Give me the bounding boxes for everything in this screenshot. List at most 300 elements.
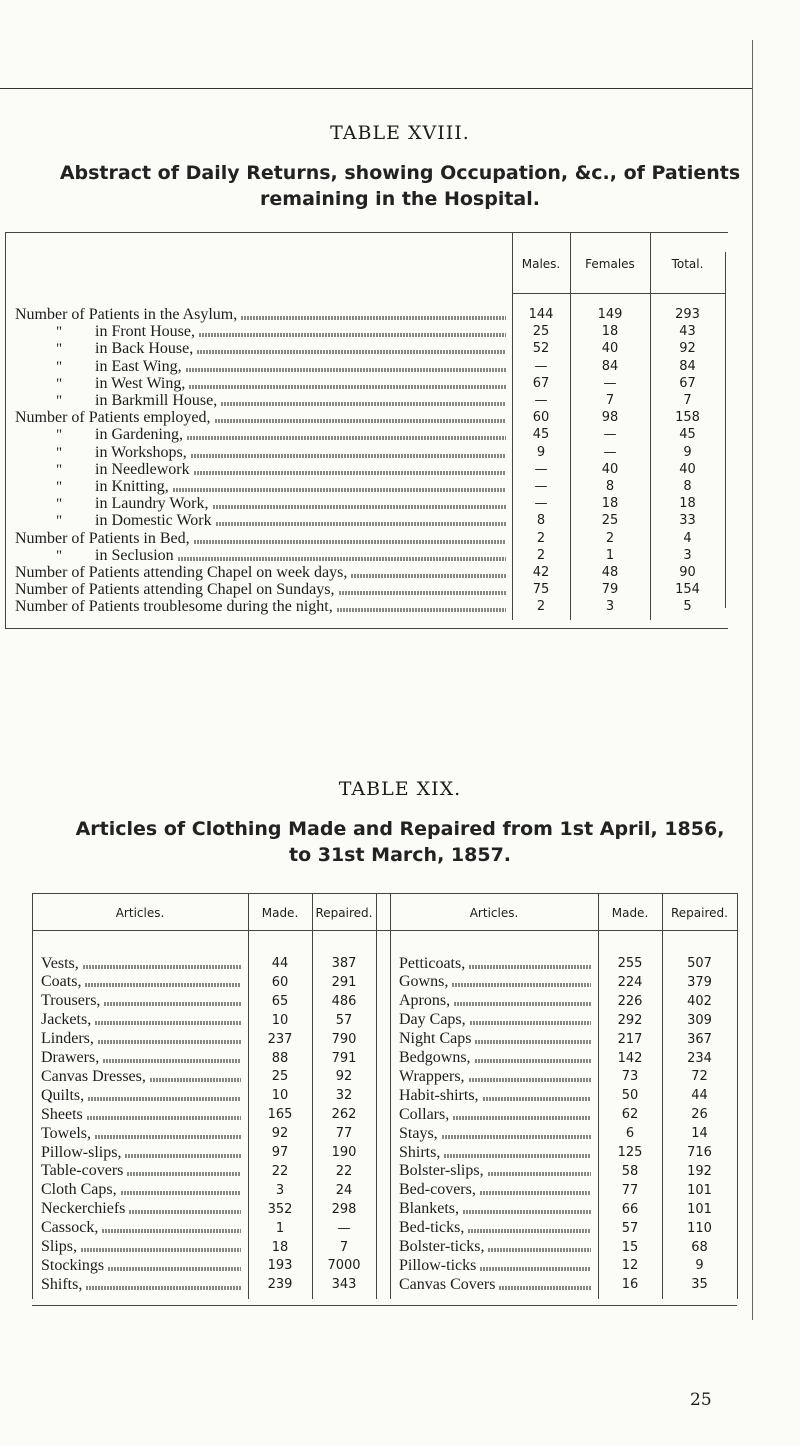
t19-right-made: 73 xyxy=(621,1069,639,1085)
t18-cell-total: 9 xyxy=(683,444,692,460)
t19-right-article-text: Wrappers, xyxy=(399,1067,465,1085)
t18-ditto-mark: " xyxy=(55,358,63,375)
t19-left-article xyxy=(41,1086,245,1105)
t19-left-made: 237 xyxy=(267,1031,293,1047)
t19-right-made: 226 xyxy=(617,993,643,1009)
t19-col-header: Made. xyxy=(261,906,299,920)
t19-col-divider xyxy=(390,893,391,1299)
t19-left-repaired: 343 xyxy=(331,1277,357,1293)
t19-left-repaired: 298 xyxy=(331,1201,357,1217)
t18-row-label-leader-dots xyxy=(339,591,506,595)
t18-bottom-rule xyxy=(5,628,728,629)
t19-left-made: 44 xyxy=(271,956,289,971)
t19-left-article-leader-dots xyxy=(86,1286,241,1290)
t18-row-label-leader-dots xyxy=(241,316,506,320)
t18-row-label xyxy=(15,392,510,410)
t19-left-article-text: Linders, xyxy=(41,1030,94,1048)
t19-right-article-text: Canvas Covers xyxy=(399,1275,496,1293)
t18-row-label-text: Number of Patients troublesome during the night, xyxy=(15,598,333,616)
t19-right-article-text: Blankets, xyxy=(399,1200,459,1218)
t18-row-label-leader-dots xyxy=(216,522,506,526)
t18-col-header: Females xyxy=(585,257,635,271)
t18-row-label-text: Number of Patients employed, xyxy=(15,409,211,427)
t19-right-article-text: Shirts, xyxy=(399,1143,441,1161)
t19-col-header: Articles. xyxy=(469,906,519,920)
t19-right-article-leader-dots xyxy=(488,1172,591,1176)
t19-right-article-text: Bed-ticks, xyxy=(399,1219,465,1237)
t19-right-made: 15 xyxy=(621,1239,639,1255)
t18-row-label-leader-dots xyxy=(197,350,506,354)
t19-right-article xyxy=(399,1067,595,1086)
t18-row-label-text: in West Wing, xyxy=(95,374,186,392)
t19-left-made: 10 xyxy=(271,1012,289,1028)
t18-row-label-text: in Gardening, xyxy=(95,426,183,444)
t19-right-article-text: Bolster-ticks, xyxy=(399,1238,485,1255)
table-19-subtitle-line2: to 31st March, 1857. xyxy=(288,844,512,866)
t19-right-made: 142 xyxy=(617,1050,643,1066)
t19-right-article-text: Aprons, xyxy=(399,992,451,1010)
t19-right-article xyxy=(399,1030,595,1049)
t18-cell-females: 84 xyxy=(601,358,619,374)
t18-cell-males: — xyxy=(534,461,548,477)
t19-left-repaired: 92 xyxy=(335,1069,353,1085)
table-19-subtitle-line1: Articles of Clothing Made and Repaired from 1st April, 1856, xyxy=(75,818,725,840)
t19-right-article-text: Gowns, xyxy=(399,973,449,991)
table-19-heading: TABLE XIX. xyxy=(338,778,462,800)
t19-right-made: 57 xyxy=(621,1220,639,1236)
t19-left-repaired: 77 xyxy=(335,1126,353,1142)
t19-right-article-leader-dots xyxy=(469,965,591,969)
t19-left-made: 1 xyxy=(275,1220,285,1236)
t18-row-label-text: in Back House, xyxy=(95,340,194,358)
t18-cell-females: 18 xyxy=(601,324,619,340)
t18-cell-males: 25 xyxy=(532,324,550,340)
t18-row-label-text: in Barkmill House, xyxy=(95,392,218,409)
t18-right-border xyxy=(725,252,726,608)
t19-left-repaired: 190 xyxy=(331,1145,357,1160)
t19-left-article xyxy=(41,1011,245,1030)
t18-top-rule xyxy=(5,232,728,233)
t18-row-label xyxy=(15,495,510,513)
t18-ditto-mark: " xyxy=(55,324,63,341)
t18-col-header: Males. xyxy=(521,257,561,271)
t19-left-repaired: 22 xyxy=(335,1163,353,1179)
t19-right-article xyxy=(399,1049,595,1068)
t18-row-label-leader-dots xyxy=(191,454,506,458)
t18-row-label xyxy=(15,530,510,548)
t19-left-repaired: 291 xyxy=(331,974,357,990)
t19-left-article-leader-dots xyxy=(95,1021,241,1025)
t18-row-label xyxy=(15,375,510,393)
t19-right-repaired: 72 xyxy=(691,1069,708,1085)
t19-right-repaired: 192 xyxy=(687,1163,712,1179)
t19-left-repaired: 262 xyxy=(331,1107,357,1123)
t19-left-repaired: — xyxy=(337,1220,351,1236)
t19-right-article xyxy=(399,992,595,1011)
t19-right-repaired: 101 xyxy=(687,1182,712,1198)
t18-row-label-text: Number of Patients in Bed, xyxy=(15,529,190,547)
t18-left-border xyxy=(5,232,6,628)
t18-cell-males: — xyxy=(534,358,548,374)
t19-right-made: 217 xyxy=(617,1031,643,1047)
t18-cell-total: 4 xyxy=(683,530,692,546)
t19-left-article-text: Cloth Caps, xyxy=(41,1181,117,1199)
t19-left-article-leader-dots xyxy=(125,1154,241,1158)
t19-right-article xyxy=(399,1200,595,1219)
t18-cell-males: 52 xyxy=(532,341,550,357)
t18-ditto-mark: " xyxy=(55,444,63,461)
t18-row-label xyxy=(15,426,510,444)
t19-right-repaired: 309 xyxy=(687,1012,712,1028)
t19-left-made: 193 xyxy=(267,1258,293,1274)
t19-right-article-leader-dots xyxy=(470,1021,591,1025)
t19-right-article xyxy=(399,954,595,973)
t18-row-label-text: in Knitting, xyxy=(95,478,169,495)
t19-header-rule xyxy=(32,930,737,931)
t18-cell-females: 48 xyxy=(601,565,619,580)
t19-right-made: 62 xyxy=(621,1107,639,1123)
t19-left-article-text: Stockings xyxy=(41,1256,105,1274)
t19-right-article-leader-dots xyxy=(453,1116,591,1120)
t19-left-article xyxy=(41,1238,245,1257)
t19-right-article xyxy=(399,973,595,992)
t19-right-article-leader-dots xyxy=(475,1040,591,1044)
t19-right-repaired: 716 xyxy=(687,1145,712,1160)
t18-row-label xyxy=(15,598,510,616)
t19-left-article-text: Coats, xyxy=(41,973,82,991)
t19-right-repaired: 35 xyxy=(691,1277,708,1293)
t18-row-label-leader-dots xyxy=(178,557,506,561)
t19-right-article-leader-dots xyxy=(442,1135,591,1139)
t18-cell-total: 40 xyxy=(679,461,696,477)
t19-right-repaired: 367 xyxy=(687,1031,712,1047)
t19-right-repaired: 44 xyxy=(691,1088,708,1104)
t19-right-article-leader-dots xyxy=(499,1286,591,1290)
t19-right-article-text: Bedgowns, xyxy=(399,1049,471,1066)
t19-right-article-text: Night Caps xyxy=(399,1030,472,1048)
t19-bottom-rule xyxy=(32,1305,737,1306)
t18-cell-total: 154 xyxy=(675,582,700,598)
t18-row-label xyxy=(15,564,510,582)
t19-left-article xyxy=(41,973,245,992)
t18-row-label-text: in Seclusion xyxy=(95,546,174,564)
t19-left-repaired: 7000 xyxy=(327,1258,361,1274)
t18-row-label-text: Number of Patients attending Chapel on Sundays, xyxy=(15,581,335,599)
t19-right-article xyxy=(399,1238,595,1257)
t19-left-made: 65 xyxy=(271,993,289,1009)
t19-right-article xyxy=(399,1086,595,1105)
t18-ditto-mark: " xyxy=(55,427,63,444)
t19-left-repaired: 486 xyxy=(331,993,357,1009)
t18-cell-males: 75 xyxy=(532,582,550,598)
t19-left-article-leader-dots xyxy=(121,1191,241,1195)
t18-ditto-mark: " xyxy=(55,461,63,478)
t18-cell-total: 5 xyxy=(683,599,692,615)
t18-cell-males: — xyxy=(534,479,548,494)
t19-left-article xyxy=(41,1124,245,1143)
t18-cell-total: 67 xyxy=(679,375,696,391)
t18-cell-females: 3 xyxy=(605,599,615,615)
t18-row-label-text: in East Wing, xyxy=(95,357,182,375)
t19-left-article-text: Jackets, xyxy=(41,1011,92,1029)
t19-left-article xyxy=(41,1219,245,1238)
t18-cell-males: 60 xyxy=(532,410,550,426)
t19-right-made: 224 xyxy=(617,974,643,990)
t18-row-label xyxy=(15,306,510,324)
t19-left-article-text: Trousers, xyxy=(41,992,101,1010)
t19-left-article-leader-dots xyxy=(108,1267,241,1271)
t19-right-made: 58 xyxy=(621,1163,639,1179)
t18-ditto-mark: " xyxy=(55,393,63,409)
t18-row-label xyxy=(15,547,510,565)
t18-cell-total: 90 xyxy=(679,565,696,580)
t19-right-article xyxy=(399,1162,595,1181)
t18-cell-males: 42 xyxy=(532,565,550,580)
t19-left-article xyxy=(41,1256,245,1275)
t19-right-article-leader-dots xyxy=(463,1210,591,1214)
t18-cell-females: — xyxy=(603,444,617,460)
t19-right-article-leader-dots xyxy=(454,1002,591,1006)
t19-col-divider xyxy=(737,893,738,1299)
t19-right-repaired: 26 xyxy=(691,1107,708,1123)
t19-left-repaired: 7 xyxy=(339,1239,349,1255)
t18-cell-females: 2 xyxy=(605,530,615,546)
t18-ditto-mark: " xyxy=(55,547,63,564)
t19-left-made: 239 xyxy=(267,1277,293,1293)
t19-left-article-text: Slips, xyxy=(41,1238,78,1255)
t18-row-label-leader-dots xyxy=(215,419,506,423)
t19-left-article xyxy=(41,1143,245,1162)
t19-left-article-text: Sheets xyxy=(41,1105,83,1123)
t19-right-repaired: 507 xyxy=(687,956,712,971)
t19-left-article-text: Shifts, xyxy=(41,1275,83,1293)
t18-cell-total: 3 xyxy=(683,547,692,563)
t19-left-article-text: Cassock, xyxy=(41,1219,99,1237)
t18-cell-males: 67 xyxy=(532,375,550,391)
t18-row-label-leader-dots xyxy=(189,385,506,389)
t19-left-repaired: 32 xyxy=(335,1088,353,1104)
t19-top-rule xyxy=(32,893,737,894)
t18-cell-females: 25 xyxy=(601,513,619,529)
t19-right-article-leader-dots xyxy=(452,983,591,987)
t19-left-article xyxy=(41,1067,245,1086)
t19-right-article-leader-dots xyxy=(444,1154,591,1158)
t19-left-article xyxy=(41,1105,245,1124)
t18-cell-total: 43 xyxy=(679,324,696,340)
t19-right-article xyxy=(399,1124,595,1143)
t19-right-made: 66 xyxy=(621,1201,639,1217)
t19-left-article xyxy=(41,1030,245,1049)
t18-cell-males: 9 xyxy=(536,444,546,460)
t19-left-article-text: Table-covers xyxy=(41,1162,124,1180)
page-top-rule xyxy=(0,88,752,89)
t18-row-label-leader-dots xyxy=(213,505,506,509)
t18-cell-total: 158 xyxy=(675,410,700,426)
t19-left-article-leader-dots xyxy=(98,1040,241,1044)
t19-right-repaired: 68 xyxy=(691,1239,708,1255)
table-18-subtitle-line1: Abstract of Daily Returns, showing Occupation, &c., of Patients xyxy=(59,162,741,184)
t19-left-article-leader-dots xyxy=(102,1229,241,1233)
t18-row-label-text: in Domestic Work xyxy=(95,512,212,530)
t18-cell-males: 2 xyxy=(536,547,546,563)
t19-right-article-leader-dots xyxy=(480,1267,591,1271)
t19-right-article-leader-dots xyxy=(475,1059,591,1063)
t18-row-label-text: in Needlework xyxy=(95,460,190,478)
t19-left-article-text: Quilts, xyxy=(41,1086,85,1104)
t18-cell-females: — xyxy=(603,375,617,391)
t18-cell-total: 33 xyxy=(679,513,696,529)
t19-right-made: 77 xyxy=(621,1182,639,1198)
t19-left-article xyxy=(41,1181,245,1200)
t18-row-label xyxy=(15,340,510,358)
t18-cell-males: — xyxy=(534,496,548,512)
t19-right-article-text: Stays, xyxy=(399,1124,438,1142)
t18-cell-females: 79 xyxy=(601,582,619,598)
t19-right-repaired: 9 xyxy=(695,1258,704,1274)
t18-cell-males: 2 xyxy=(536,599,546,615)
t19-left-repaired: 57 xyxy=(335,1012,353,1028)
t18-cell-total: 7 xyxy=(683,393,692,408)
t18-row-label xyxy=(15,461,510,479)
t19-right-made: 6 xyxy=(625,1126,635,1142)
t19-right-made: 50 xyxy=(621,1088,639,1104)
t18-row-label-leader-dots xyxy=(194,471,506,475)
t18-col-header: Total. xyxy=(671,257,704,271)
t19-left-article-leader-dots xyxy=(81,1248,241,1252)
t19-right-article-text: Pillow-ticks xyxy=(399,1256,477,1274)
t18-cell-males: 45 xyxy=(532,427,550,443)
t19-col-header: Articles. xyxy=(115,906,165,920)
t18-cell-males: 144 xyxy=(528,307,554,322)
t18-cell-females: 98 xyxy=(601,410,619,426)
t19-right-article xyxy=(399,1275,595,1294)
page-number: 25 xyxy=(690,1390,712,1410)
t19-right-article-leader-dots xyxy=(483,1097,591,1101)
t19-left-article-leader-dots xyxy=(104,1002,241,1006)
t19-left-made: 165 xyxy=(267,1107,293,1123)
t19-right-article-text: Bolster-slips, xyxy=(399,1162,484,1180)
t19-left-made: 22 xyxy=(271,1163,289,1179)
t19-left-repaired: 24 xyxy=(335,1182,353,1198)
t19-right-article-text: Bed-covers, xyxy=(399,1181,476,1199)
t19-left-article xyxy=(41,1200,245,1219)
t18-ditto-mark: " xyxy=(55,496,63,513)
t19-left-made: 88 xyxy=(271,1050,289,1066)
t19-left-article-text: Vests, xyxy=(41,954,79,972)
t19-right-made: 255 xyxy=(617,956,643,971)
t18-cell-females: 7 xyxy=(605,393,615,408)
t19-right-made: 125 xyxy=(617,1145,643,1160)
t18-row-label-leader-dots xyxy=(221,402,506,406)
t19-left-article-text: Towels, xyxy=(41,1124,91,1142)
t19-left-article-text: Drawers, xyxy=(41,1049,100,1066)
t19-left-made: 3 xyxy=(275,1182,285,1198)
t19-right-article-text: Habit-shirts, xyxy=(399,1086,479,1104)
t18-header-rule xyxy=(512,293,725,294)
t18-cell-females: 149 xyxy=(597,307,623,322)
t19-right-article xyxy=(399,1143,595,1162)
t19-left-article-text: Canvas Dresses, xyxy=(41,1067,146,1085)
t19-right-made: 16 xyxy=(621,1277,639,1293)
t19-left-made: 25 xyxy=(271,1069,289,1085)
t18-cell-males: — xyxy=(534,393,548,408)
t18-row-label xyxy=(15,358,510,376)
t19-left-article-leader-dots xyxy=(103,1059,241,1063)
t18-ditto-mark: " xyxy=(55,375,63,392)
page-right-edge xyxy=(752,40,753,1320)
t19-col-divider xyxy=(32,893,33,1299)
t18-ditto-mark: " xyxy=(55,513,63,530)
t18-row-label-leader-dots xyxy=(194,540,506,544)
t18-cell-total: 92 xyxy=(679,341,696,357)
t18-row-label-leader-dots xyxy=(337,608,506,612)
t19-left-article xyxy=(41,1049,245,1068)
t19-col-header: Repaired. xyxy=(671,906,728,920)
t19-right-made: 292 xyxy=(617,1012,643,1028)
t19-left-made: 97 xyxy=(271,1145,289,1160)
t19-left-article-leader-dots xyxy=(95,1135,241,1139)
t19-left-article xyxy=(41,954,245,973)
t19-left-made: 60 xyxy=(271,974,289,990)
t19-left-article xyxy=(41,992,245,1011)
t19-right-repaired: 234 xyxy=(687,1050,712,1066)
t18-row-label xyxy=(15,323,510,341)
t18-row-label xyxy=(15,581,510,599)
t18-cell-total: 18 xyxy=(679,496,696,512)
t19-left-article-leader-dots xyxy=(87,1116,241,1120)
t19-col-header: Made. xyxy=(611,906,649,920)
t19-col-divider xyxy=(376,893,377,1299)
t18-row-label-leader-dots xyxy=(173,488,506,492)
t19-right-article-leader-dots xyxy=(488,1248,591,1252)
t19-left-made: 10 xyxy=(271,1088,289,1104)
t18-row-label-text: in Front House, xyxy=(95,323,195,341)
t19-right-article xyxy=(399,1011,595,1030)
t18-ditto-mark: " xyxy=(55,479,63,495)
t19-right-repaired: 379 xyxy=(687,974,712,990)
t18-cell-females: 40 xyxy=(601,341,619,357)
t19-right-article-leader-dots xyxy=(469,1078,591,1082)
t19-left-made: 352 xyxy=(267,1201,293,1217)
t18-cell-females: 18 xyxy=(601,496,619,512)
t19-left-article-leader-dots xyxy=(88,1097,241,1101)
t18-cell-total: 293 xyxy=(675,307,700,322)
t18-cell-females: 40 xyxy=(601,461,619,477)
t19-right-article-text: Collars, xyxy=(399,1105,450,1123)
t19-right-article xyxy=(399,1105,595,1124)
t19-left-article-leader-dots xyxy=(85,983,241,987)
t19-right-repaired: 110 xyxy=(687,1220,712,1236)
t19-left-article xyxy=(41,1162,245,1181)
t19-left-article-text: Pillow-slips, xyxy=(41,1143,122,1161)
t19-left-repaired: 790 xyxy=(331,1031,357,1047)
t18-cell-total: 8 xyxy=(683,479,692,494)
t19-right-article-text: Petticoats, xyxy=(399,954,466,972)
t19-right-article-leader-dots xyxy=(480,1191,591,1195)
table-18-heading: TABLE XVIII. xyxy=(330,122,470,144)
t19-left-made: 92 xyxy=(271,1126,289,1142)
t19-right-article xyxy=(399,1256,595,1275)
t18-row-label-leader-dots xyxy=(187,436,506,440)
t18-cell-males: 2 xyxy=(536,530,546,546)
t18-cell-males: 8 xyxy=(536,513,546,529)
t18-row-label-text: in Laundry Work, xyxy=(95,495,209,513)
t19-col-header: Repaired. xyxy=(315,906,373,920)
t18-cell-total: 45 xyxy=(679,427,696,443)
t19-right-article-leader-dots xyxy=(468,1229,591,1233)
t18-row-label-text: Number of Patients attending Chapel on week days, xyxy=(15,564,348,581)
t19-left-repaired: 791 xyxy=(331,1050,357,1066)
